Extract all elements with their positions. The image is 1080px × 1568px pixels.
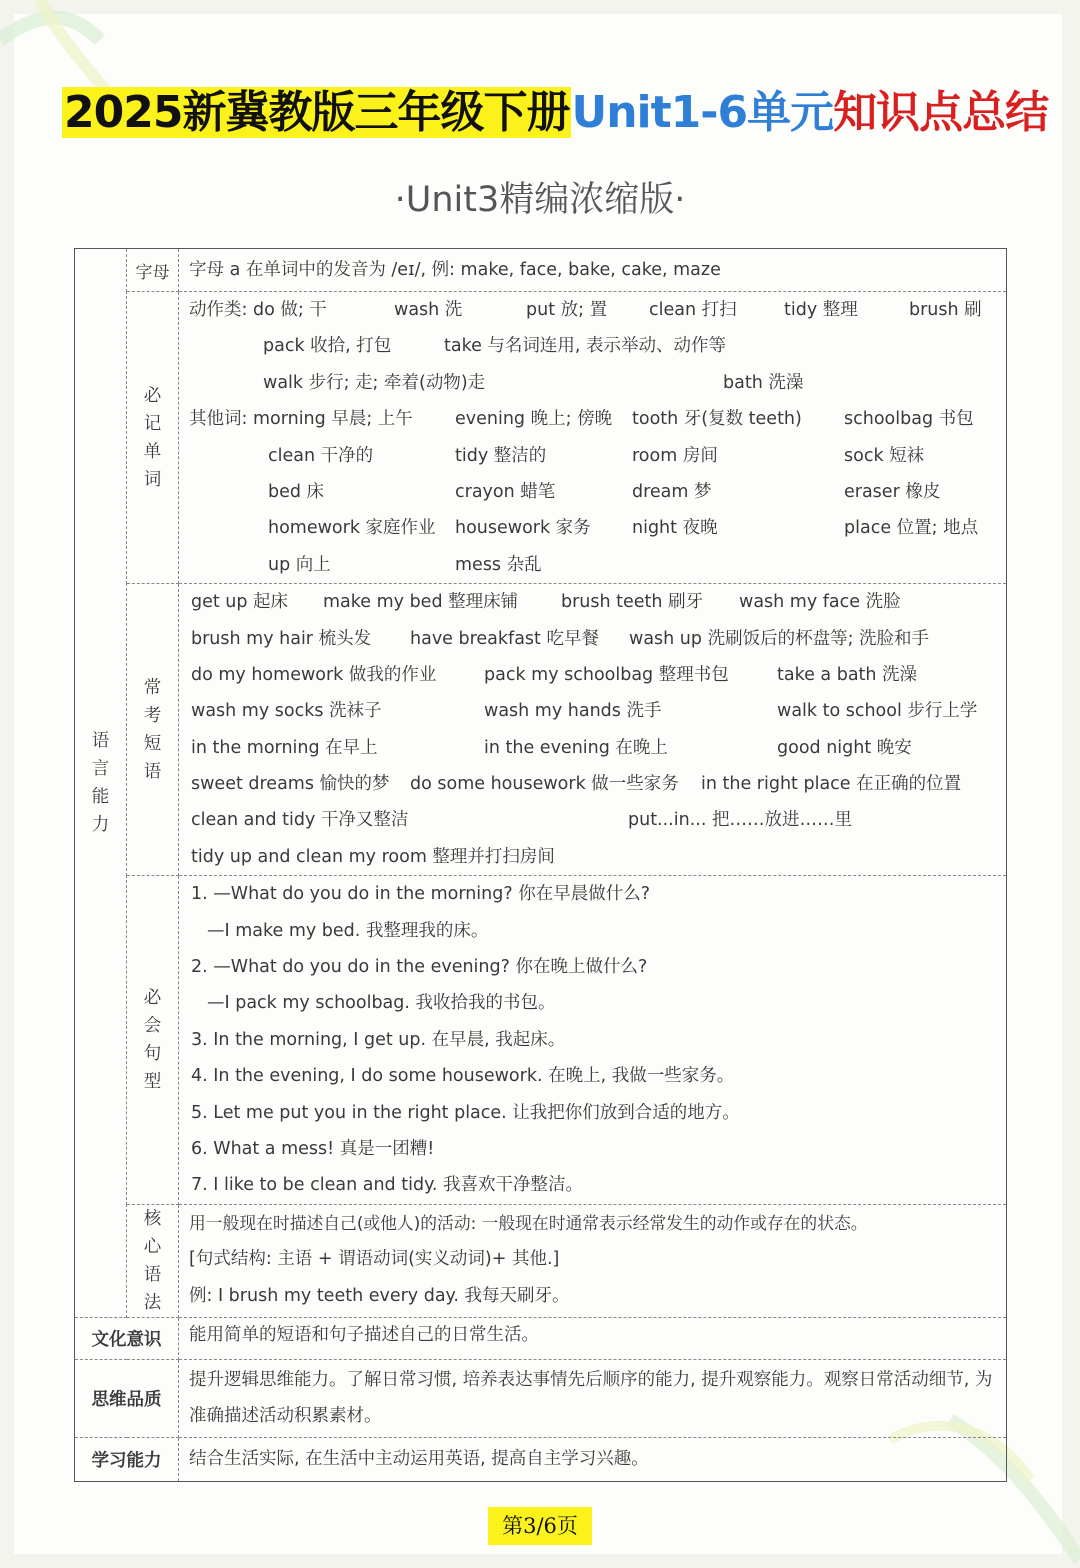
- sentence: —I pack my schoolbag. 我收拾我的书包。: [207, 993, 556, 1014]
- sentences-content: [179, 876, 1007, 1205]
- label-letters: 字母: [127, 249, 179, 292]
- label-phrases: 常考短语: [127, 584, 179, 876]
- words-line: up 向上 mess 杂乱: [268, 554, 542, 575]
- grammar-line: 例: I brush my teeth every day. 我每天刷牙。: [189, 1285, 570, 1306]
- label-sentences: 必会句型: [127, 876, 179, 1205]
- sentence: 4. In the evening, I do some housework. 在晚上, 我做一些家务。: [191, 1066, 735, 1087]
- page-title: [62, 82, 1049, 144]
- phrases-line: get up 起床 make my bed 整理床铺 brush teeth 刷牙 wash my face 洗脸: [191, 592, 901, 613]
- title-part-units: Unit1-6单元: [571, 87, 834, 138]
- title-part-grade: 2025新冀教版三年级下册: [64, 87, 570, 138]
- knowledge-table: [74, 248, 1007, 1482]
- sentence: 1. —What do you do in the morning? 你在早晨做什么?: [191, 884, 651, 905]
- sentence: 6. What a mess! 真是一团糟!: [191, 1138, 435, 1159]
- grammar-line: 用一般现在时描述自己(或他人)的活动: 一般现在时通常表示经常发生的动作或存在的状态。: [189, 1212, 868, 1233]
- category-language-ability: 语言能力: [75, 249, 127, 1318]
- row-learning: [75, 1437, 1007, 1481]
- sentence: 2. —What do you do in the evening? 你在晚上做什么?: [191, 957, 648, 978]
- row-thinking: [75, 1359, 1007, 1437]
- row-words: [75, 292, 1007, 584]
- words-line: 其他词: morning 早晨; 上午 evening 晚上; 傍晚 tooth 牙(复数 teeth) schoolbag 书包: [189, 409, 974, 430]
- label-culture: 文化意识: [75, 1317, 179, 1359]
- words-line: pack 收拾, 打包 take 与名词连用, 表示举动、动作等: [263, 336, 727, 357]
- words-line: bed 床 crayon 蜡笔 dream 梦 eraser 橡皮: [268, 481, 941, 502]
- learning-content: 结合生活实际, 在生活中主动运用英语, 提高自主学习兴趣。: [179, 1437, 1007, 1481]
- words-line: homework 家庭作业 housework 家务 night 夜晚 place 位置; 地点: [268, 518, 979, 539]
- sentence: 7. I like to be clean and tidy. 我喜欢干净整洁。: [191, 1175, 584, 1196]
- row-sentences: [75, 876, 1007, 1205]
- words-line: walk 步行; 走; 牵着(动物)走 bath 洗澡: [263, 372, 804, 393]
- phrases-line: clean and tidy 干净又整洁 put...in... 把……放进……里: [191, 810, 852, 831]
- page-subtitle: ·Unit3精编浓缩版·: [394, 180, 686, 220]
- phrases-line: in the morning 在早上 in the evening 在晚上 good night 晚安: [191, 737, 912, 758]
- grammar-line: [句式结构: 主语 + 谓语动词(实义动词)+ 其他.]: [189, 1249, 560, 1270]
- words-line: clean 干净的 tidy 整洁的 room 房间 sock 短袜: [268, 445, 925, 466]
- page-number: 第3/6页: [488, 1507, 592, 1545]
- phrases-line: tidy up and clean my room 整理并打扫房间: [191, 846, 555, 867]
- thinking-content: 提升逻辑思维能力。了解日常习惯, 培养表达事情先后顺序的能力, 提升观察能力。观察日常活动细节, 为准确描述活动积累素材。: [179, 1359, 1007, 1437]
- phrases-line: brush my hair 梳头发 have breakfast 吃早餐 wash up 洗刷饭后的杯盘等; 洗脸和手: [191, 628, 930, 649]
- phrases-content: [179, 584, 1007, 876]
- sentence: —I make my bed. 我整理我的床。: [207, 920, 489, 941]
- row-grammar: [75, 1204, 1007, 1317]
- phrases-line: sweet dreams 愉快的梦 do some housework 做一些家务 in the right place 在正确的位置: [191, 774, 962, 795]
- label-thinking: 思维品质: [75, 1359, 179, 1437]
- row-letters: [75, 249, 1007, 292]
- words-line: 动作类: do 做; 干 wash 洗 put 放; 置 clean 打扫 tidy 整理 brush 刷: [189, 300, 982, 320]
- sentence: 5. Let me put you in the right place. 让我把你们放到合适的地方。: [191, 1102, 740, 1123]
- sentence: 3. In the morning, I get up. 在早晨, 我起床。: [191, 1029, 566, 1050]
- label-words: 必记单词: [127, 292, 179, 584]
- grammar-content: [179, 1204, 1007, 1317]
- title-part-summary: 知识点总结: [833, 87, 1049, 138]
- row-culture: [75, 1317, 1007, 1359]
- words-content: [179, 292, 1007, 584]
- culture-content: 能用简单的短语和句子描述自己的日常生活。: [179, 1317, 1007, 1359]
- row-phrases: [75, 584, 1007, 876]
- label-grammar: 核心语法: [127, 1204, 179, 1317]
- phrases-line: wash my socks 洗袜子 wash my hands 洗手 walk to school 步行上学: [191, 701, 978, 722]
- label-learning: 学习能力: [75, 1437, 179, 1481]
- phrases-line: do my homework 做我的作业 pack my schoolbag 整理书包 take a bath 洗澡: [191, 664, 918, 685]
- letters-content: 字母 a 在单词中的发音为 /eɪ/, 例: make, face, bake, cake, maze: [179, 249, 1007, 292]
